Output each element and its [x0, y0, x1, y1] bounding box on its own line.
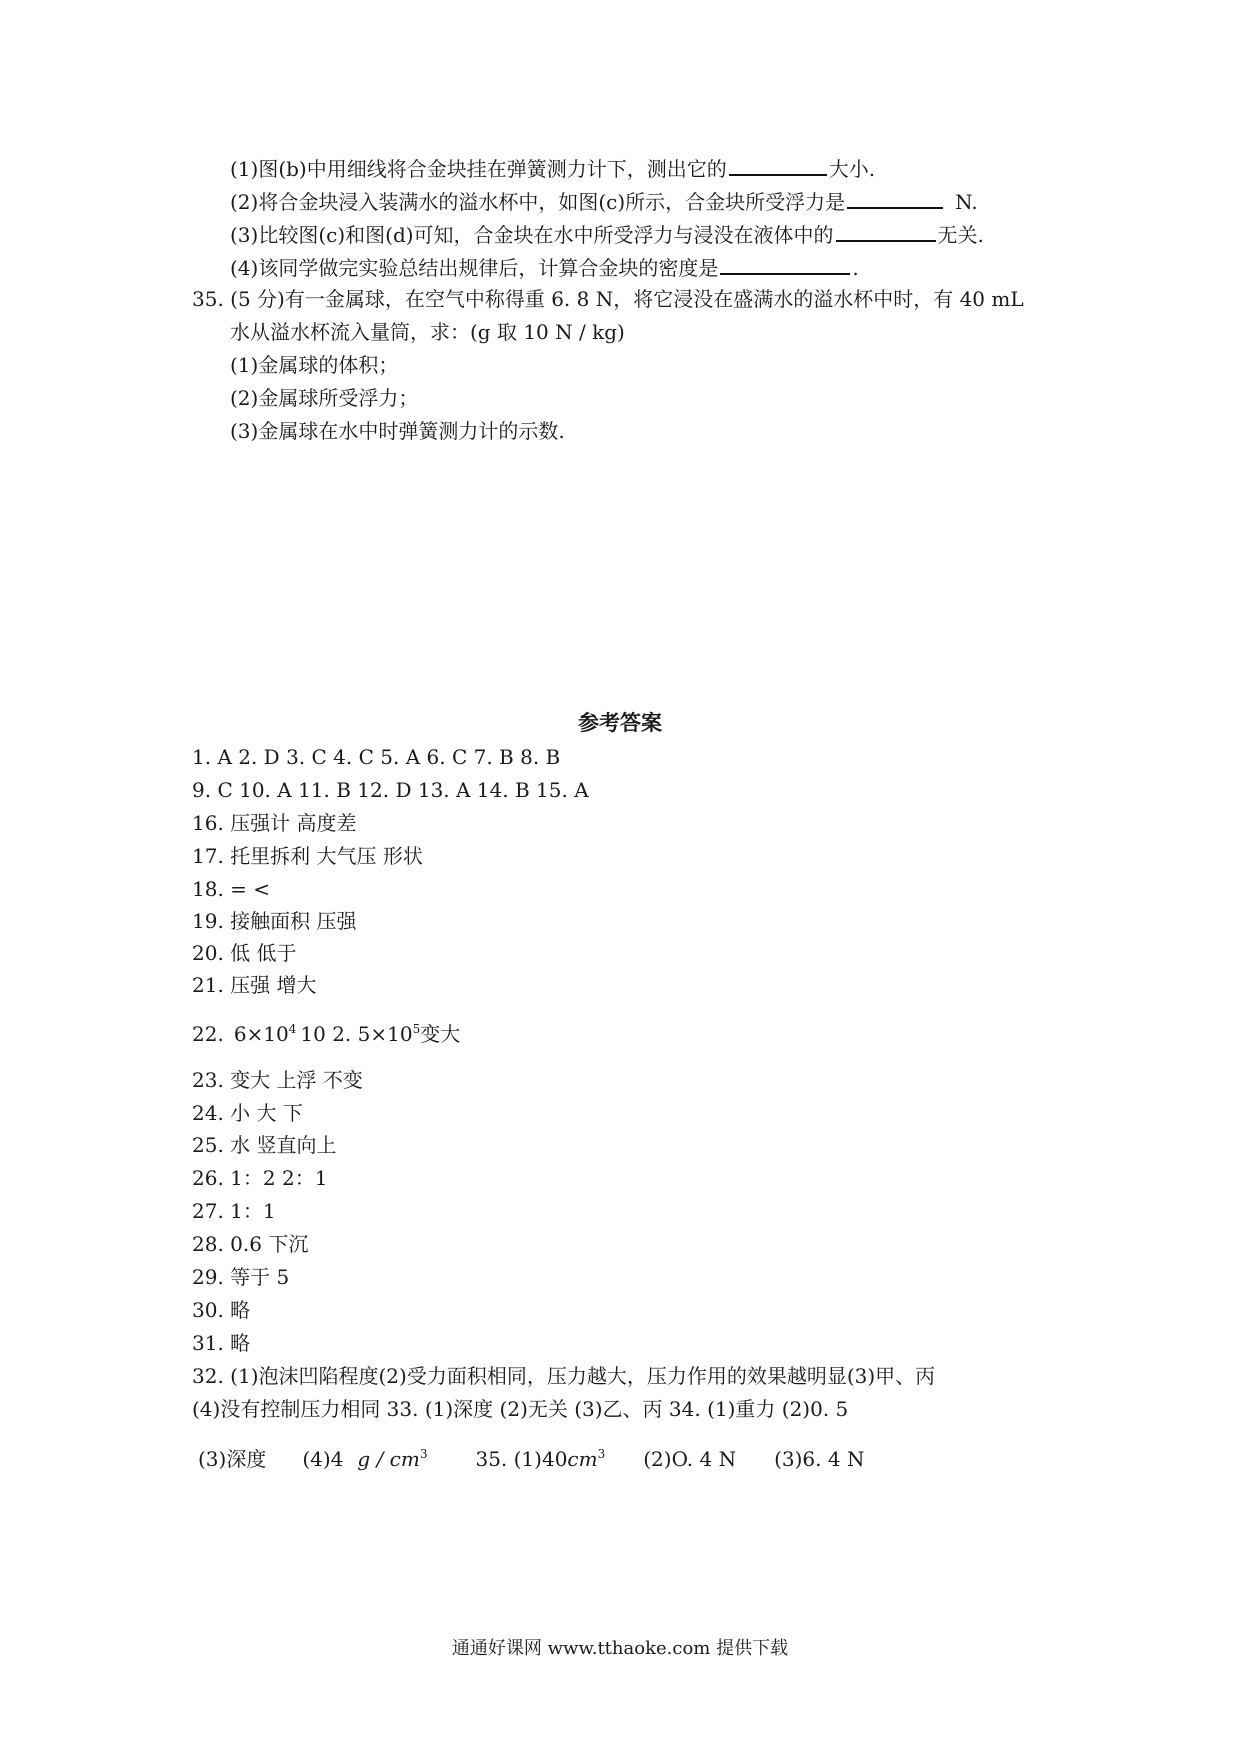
q34-part4 [230, 251, 859, 281]
answer-blank [847, 185, 943, 209]
q34-part1-text: (1)图(b)中用细线将合金块挂在弹簧测力计下，测出它的 [230, 157, 727, 181]
answer-26: 26. 1：2 2：1 [192, 1166, 328, 1190]
answer-32-line1: 32. (1)泡沫凹陷程度(2)受力面积相同，压力越大，压力作用的效果越明显(3)甲、丙 [192, 1364, 936, 1388]
q34-part1 [230, 152, 875, 182]
q35-part2: (2)金属球所受浮力； [230, 386, 419, 410]
answer-17: 17. 托里拆利 大气压 形状 [192, 844, 423, 868]
answer-35-part2: (2)O. 4 N [643, 1447, 737, 1471]
answer-31: 31. 略 [192, 1331, 251, 1355]
answer-29: 29. 等于 5 [192, 1265, 290, 1289]
answer-32-33-34-line: (4)没有控制压力相同 33. (1)深度 (2)无关 (3)乙、丙 34. (1)重力 (2)0. 5 [192, 1397, 849, 1421]
q34-part3-tail: 无关. [937, 223, 984, 247]
q35-part3: (3)金属球在水中时弹簧测力计的示数. [230, 419, 565, 443]
answers-9-15: 9. C 10. A 11. B 12. D 13. A 14. B 15. A [192, 778, 589, 802]
answer-16: 16. 压强计 高度差 [192, 811, 357, 835]
density-unit-exponent: 3 [419, 1447, 428, 1461]
answers-1-8: 1. A 2. D 3. C 4. C 5. A 6. C 7. B 8. B [192, 745, 561, 769]
volume-unit: cm [567, 1447, 598, 1471]
answer-20: 20. 低 低于 [192, 941, 297, 965]
answer-blank [836, 218, 936, 242]
q35-stem-line1: 35. (5 分)有一金属球，在空气中称得重 6. 8 N，将它浸没在盛满水的溢水杯中时，有 40 mL [192, 287, 1024, 311]
answer-22 [192, 1019, 460, 1049]
answers-34-35-line [198, 1444, 864, 1474]
answer-22-value2: 10 2. 5×10 [300, 1022, 413, 1046]
answer-22-value1: 6×10 [233, 1022, 289, 1046]
answer-key-title: 参考答案 [578, 710, 662, 735]
answer-18: 18. = < [192, 877, 271, 901]
answer-22-tail: 变大 [420, 1022, 461, 1046]
density-unit: g / cm [357, 1447, 420, 1471]
footer-credit: 通通好课网 www.tthaoke.com 提供下载 [451, 1638, 789, 1659]
answer-21: 21. 压强 增大 [192, 973, 317, 997]
q34-part3 [230, 218, 984, 248]
answer-22-exponent1: 4 [288, 1022, 297, 1036]
q34-part2-tail: N. [955, 190, 978, 214]
answer-22-label: 22. [192, 1022, 224, 1046]
volume-unit-exponent: 3 [597, 1447, 606, 1461]
answer-19: 19. 接触面积 压强 [192, 909, 357, 933]
q34-part4-text: (4)该同学做完实验总结出规律后，计算合金块的密度是 [230, 256, 719, 280]
answer-28: 28. 0.6 下沉 [192, 1232, 309, 1256]
q34-part2 [230, 185, 978, 215]
answer-25: 25. 水 竖直向上 [192, 1133, 337, 1157]
q34-part3-text: (3)比较图(c)和图(d)可知，合金块在水中所受浮力与浸没在液体中的 [230, 223, 834, 247]
answer-23: 23. 变大 上浮 不变 [192, 1068, 363, 1092]
answer-blank [729, 152, 827, 176]
q34-part2-text: (2)将合金块浸入装满水的溢水杯中，如图(c)所示，合金块所受浮力是 [230, 190, 846, 214]
answer-35-part1: 35. (1)40 [475, 1447, 568, 1471]
answer-34-part3: (3)深度 [198, 1447, 267, 1471]
answer-35-part3: (3)6. 4 N [774, 1447, 865, 1471]
answer-blank [720, 251, 850, 275]
q34-part1-tail: 大小. [828, 157, 876, 181]
q35-part1: (1)金属球的体积； [230, 353, 399, 377]
answer-34-part4: (4)4 [302, 1447, 344, 1471]
q34-part4-tail: . [852, 256, 859, 280]
q35-stem-line2: 水从溢水杯流入量筒，求：(g 取 10 N / kg) [230, 320, 625, 344]
answer-22-exponent2: 5 [412, 1022, 421, 1036]
answer-30: 30. 略 [192, 1298, 251, 1322]
answer-27: 27. 1：1 [192, 1199, 276, 1223]
answer-24: 24. 小 大 下 [192, 1101, 303, 1125]
